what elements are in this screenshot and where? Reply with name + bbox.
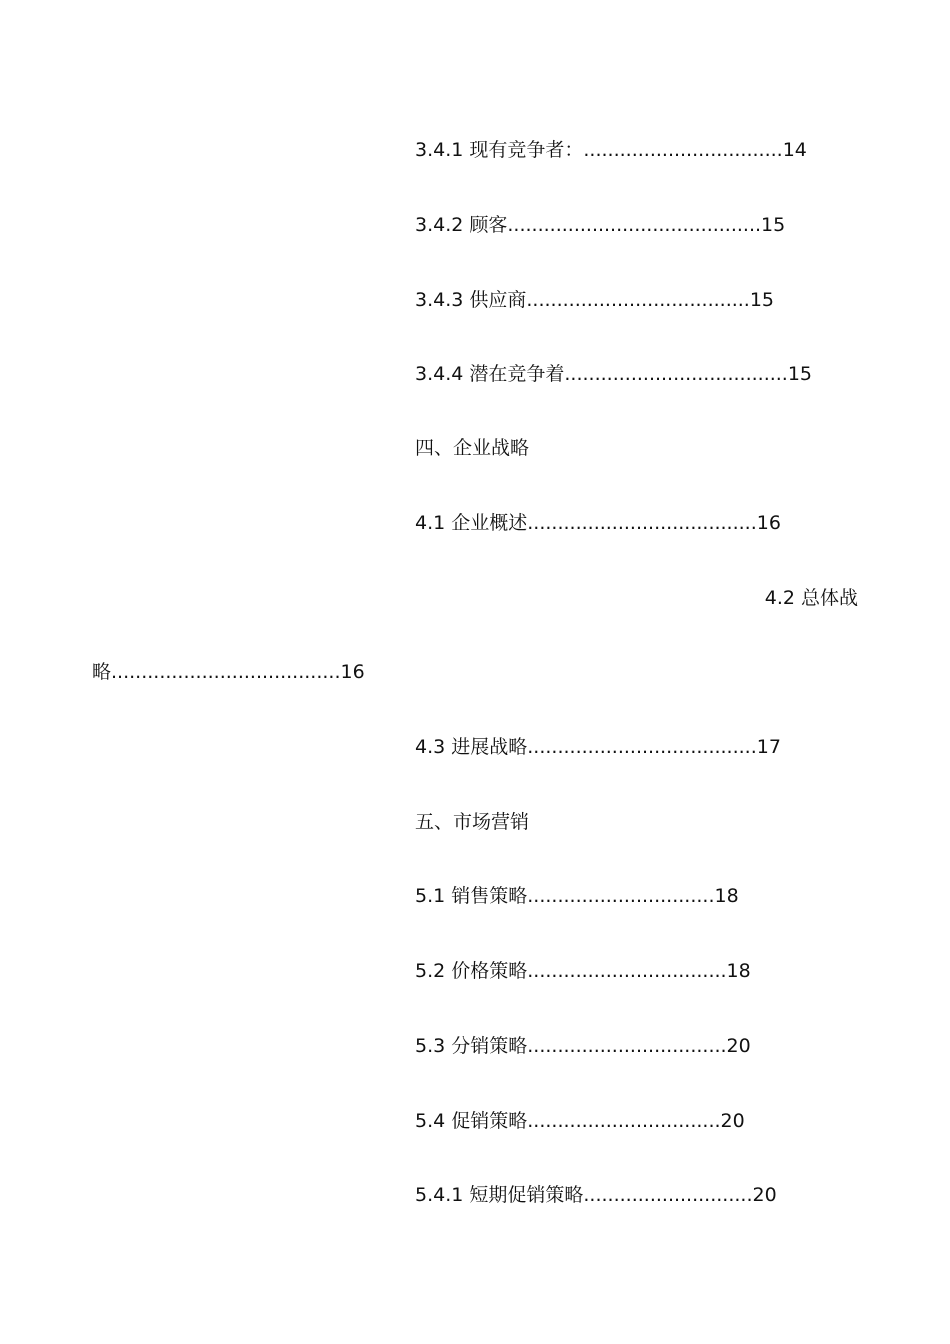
toc-entry-5-2: 5.2 价格策略.................................18 xyxy=(415,960,751,982)
toc-entry-4-2-part2: 略......................................16 xyxy=(92,661,365,683)
toc-entry-3-4-2: 3.4.2 顾客..........................................15 xyxy=(415,214,786,236)
toc-section-4-heading: 四、企业战略 xyxy=(415,437,530,459)
toc-entry-3-4-3: 3.4.3 供应商.....................................15 xyxy=(415,289,775,311)
toc-entry-3-4-4: 3.4.4 潜在竞争着.....................................15 xyxy=(415,363,813,385)
toc-entry-5-4: 5.4 促销策略................................20 xyxy=(415,1110,745,1132)
toc-entry-5-1: 5.1 销售策略...............................18 xyxy=(415,885,739,907)
toc-entry-4-3: 4.3 进展战略......................................17 xyxy=(415,736,781,758)
toc-entry-4-2-part1: 4.2 总体战 xyxy=(764,587,858,609)
toc-entry-4-1: 4.1 企业概述......................................16 xyxy=(415,512,781,534)
toc-entry-5-3: 5.3 分销策略.................................20 xyxy=(415,1035,751,1057)
toc-section-5-heading: 五、市场营销 xyxy=(415,811,530,833)
toc-entry-5-4-1: 5.4.1 短期促销策略............................20 xyxy=(415,1184,777,1206)
toc-entry-3-4-1: 3.4.1 现有竞争者：.................................14 xyxy=(415,139,807,161)
